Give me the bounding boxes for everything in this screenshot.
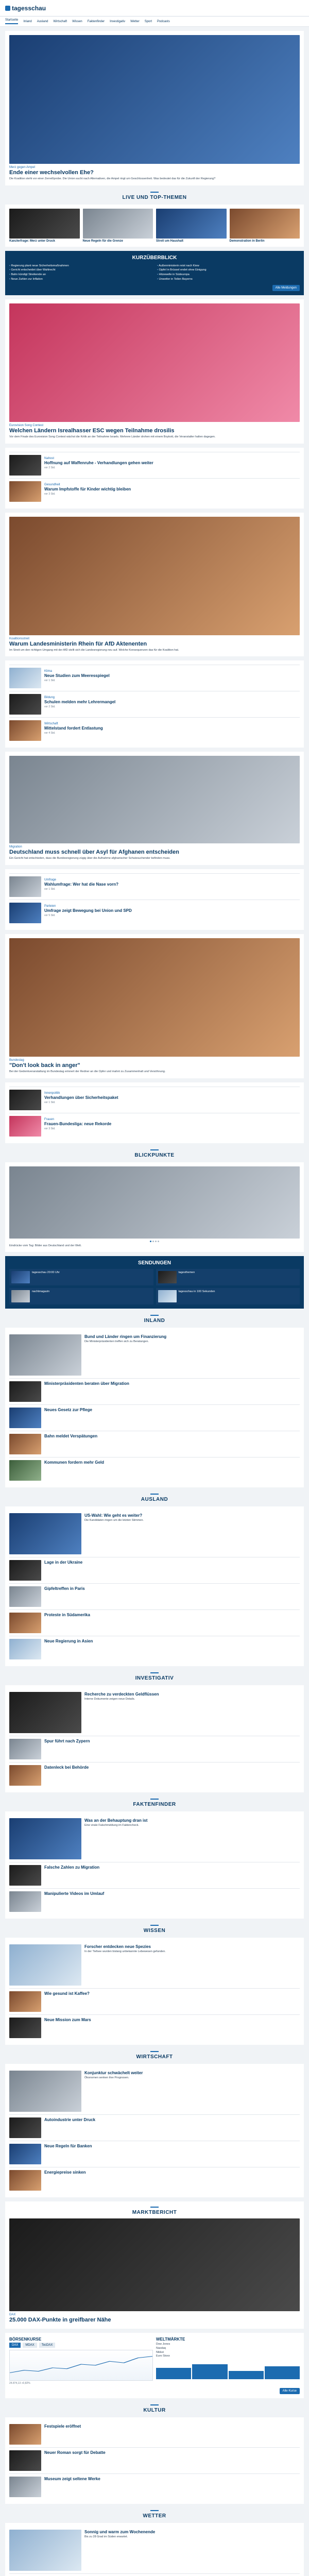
wirtschaft-section xyxy=(5,2064,304,2197)
list-item[interactable] xyxy=(9,1113,300,1139)
list-item-title: Wie gesund ist Kaffee? xyxy=(44,1991,90,1996)
list-item-image xyxy=(9,1090,41,1110)
investigativ-section xyxy=(5,1685,304,1792)
kurz-item[interactable]: • Hitzewelle in Südeuropa xyxy=(157,273,300,277)
live-section xyxy=(5,205,304,247)
list-item[interactable] xyxy=(9,1087,300,1113)
list-block-2 xyxy=(5,660,304,748)
list-item-title: Bahn meldet Verspätungen xyxy=(44,1434,98,1439)
list-block-3 xyxy=(5,869,304,930)
list-item-title: Ministerpräsidenten beraten über Migration xyxy=(44,1381,129,1386)
live-card-image xyxy=(9,209,80,239)
list-item[interactable] xyxy=(9,1888,300,1914)
list-item[interactable] xyxy=(9,900,300,926)
live-card-image xyxy=(156,209,227,239)
list-item-image xyxy=(9,1865,41,1886)
list-item[interactable] xyxy=(9,1431,300,1457)
list-item[interactable] xyxy=(9,1583,300,1609)
list-item[interactable] xyxy=(9,691,300,717)
kurz-right-list xyxy=(157,264,300,282)
wissen-lead[interactable] xyxy=(9,1942,300,1988)
boerse-tabs xyxy=(9,2343,153,2348)
list-item-title: Spur führt nach Zypern xyxy=(44,1739,90,1744)
logo-icon xyxy=(5,6,10,11)
feature-2-kicker: Koalitionsstreit xyxy=(9,637,30,640)
list-item-image xyxy=(9,1586,41,1607)
hero-title[interactable]: Ende einer wechselvollen Ehe? xyxy=(9,170,94,176)
wetter-lead-image xyxy=(9,2530,81,2571)
blickpunkte-caption: Eindrücke vom Tag: Bilder aus Deutschland und der Welt. xyxy=(9,1244,82,1247)
list-item[interactable] xyxy=(9,2573,300,2576)
list-block-4 xyxy=(5,1082,304,1143)
kurz-item[interactable]: • Unwetter in Teilen Bayerns xyxy=(157,277,300,282)
hero[interactable] xyxy=(5,31,304,185)
list-item-title: Neue Studien zum Meeresspiegel xyxy=(44,673,110,679)
kurz-item[interactable]: • Außenministerin reist nach Kiew xyxy=(157,264,300,268)
list-item[interactable] xyxy=(9,1457,300,1483)
nav-item[interactable]: Wissen xyxy=(72,20,82,23)
list-item-title: Verhandlungen über Sicherheitspaket xyxy=(44,1095,118,1100)
wissen-section xyxy=(5,1938,304,2045)
list-item-title: Falsche Zahlen zu Migration xyxy=(44,1865,100,1870)
sendungen xyxy=(5,1256,304,1309)
list-item[interactable] xyxy=(9,1404,300,1431)
list-item-title: Proteste in Südamerika xyxy=(44,1613,90,1618)
list-item[interactable] xyxy=(9,665,300,691)
marktbericht-title: MARKTBERICHT xyxy=(9,2207,300,2215)
blickpunkte-image[interactable] xyxy=(9,1166,300,1239)
list-item-meta: vor 1 Std. xyxy=(44,1100,56,1104)
esc-kicker: Eurovision Song Contest xyxy=(9,423,44,427)
nav-item[interactable]: Wirtschaft xyxy=(53,20,67,23)
list-item[interactable] xyxy=(9,2167,300,2193)
kurzueberblick xyxy=(5,251,304,295)
faktenfinder-title: FAKTENFINDER xyxy=(0,1799,309,1807)
list-item-image xyxy=(9,1381,41,1402)
list-item-title: Manipulierte Videos im Umlauf xyxy=(44,1891,105,1896)
list-item-image xyxy=(9,2450,41,2471)
tab-mdax[interactable]: MDAX xyxy=(23,2343,37,2348)
wirtschaft-lead-teaser: Ökonomen senken ihre Prognosen. xyxy=(84,2076,129,2080)
weltmaerkte-title: WELTMÄRKTE xyxy=(156,2337,185,2342)
list-item[interactable] xyxy=(9,452,300,478)
inland-lead-title: Bund und Länder ringen um Finanzierung xyxy=(84,1334,167,1340)
kurz-item[interactable]: • Gericht entscheidet über Wahlrecht xyxy=(9,268,152,273)
marktbericht-kicker: DAX xyxy=(9,2313,16,2317)
boerse-title: BÖRSENKURSE xyxy=(9,2337,42,2342)
list-item-image xyxy=(9,455,41,476)
wetter-lead[interactable] xyxy=(9,2527,300,2573)
live-card-title: Demonstration in Berlin xyxy=(229,239,265,243)
weltmarkt-item[interactable]: Nikkei xyxy=(156,2350,164,2354)
kurz-item[interactable]: • Neue Zahlen zur Inflation xyxy=(9,277,152,282)
index-change: +0,82% xyxy=(21,2382,30,2385)
nav-item[interactable]: Faktenfinder xyxy=(87,20,105,23)
list-item[interactable] xyxy=(9,1736,300,1762)
sendung-item[interactable] xyxy=(156,1288,300,1304)
list-item-kicker: Innenpolitik xyxy=(44,1091,60,1095)
investigativ-lead-title: Recherche zu verdeckten Geldflüssen xyxy=(84,1692,159,1697)
sendung-thumb xyxy=(158,1290,177,1302)
faktenfinder-lead-title: Was an der Behauptung dran ist xyxy=(84,1818,148,1823)
inland-lead[interactable] xyxy=(9,1332,300,1378)
wirtschaft-lead-title: Konjunktur schwächelt weiter xyxy=(84,2071,143,2076)
feature-4-image[interactable] xyxy=(9,938,300,1057)
ausland-section xyxy=(5,1506,304,1666)
all-quotes-button[interactable]: Alle Kurse xyxy=(280,2388,300,2394)
list-item-image xyxy=(9,876,41,897)
list-item-image xyxy=(9,668,41,688)
main-nav xyxy=(0,16,309,27)
blickpunkte-title: BLICKPUNKTE xyxy=(0,1149,309,1158)
wirtschaft-lead-image xyxy=(9,2071,81,2112)
list-item-image xyxy=(9,1639,41,1659)
list-item-kicker: Frauen xyxy=(44,1117,55,1121)
faktenfinder-section xyxy=(5,1811,304,1919)
wetter-lead-teaser: Bis zu 28 Grad im Süden erwartet. xyxy=(84,2535,128,2539)
all-news-button[interactable]: Alle Meldungen xyxy=(272,285,300,291)
list-item-meta: vor 3 Std. xyxy=(44,1127,56,1130)
list-item-meta: vor 1 Std. xyxy=(44,887,56,891)
live-card[interactable] xyxy=(230,209,300,243)
list-item-kicker: Wirtschaft xyxy=(44,722,58,726)
marktbericht-headline[interactable]: 25.000 DAX-Punkte in greifbarer Nähe xyxy=(9,2317,111,2324)
list-item-title: Hoffnung auf Waffenruhe - Verhandlungen gehen weiter xyxy=(44,460,153,465)
nav-item[interactable]: Inland xyxy=(23,20,32,23)
investigativ-title: INVESTIGATIV xyxy=(0,1672,309,1681)
list-item-kicker: Bildung xyxy=(44,696,55,700)
list-item-image xyxy=(9,903,41,923)
inland-title: INLAND xyxy=(0,1315,309,1324)
list-item-image xyxy=(9,1891,41,1912)
feature-2-teaser: Im Streit um den richtigen Umgang mit der AfD stellt sich die Landesregierung neu auf. Welche Konsequenzen das für die Koalition hat. xyxy=(9,648,179,652)
wetter-section xyxy=(5,2523,304,2576)
ausland-title: AUSLAND xyxy=(0,1494,309,1502)
list-item-image xyxy=(9,720,41,741)
list-item-image xyxy=(9,1460,41,1481)
ausland-lead[interactable] xyxy=(9,1511,300,1557)
list-item[interactable] xyxy=(9,1557,300,1583)
wissen-lead-image xyxy=(9,1944,81,1986)
investigativ-lead-image xyxy=(9,1692,81,1733)
index-value: 24.874,13 +0,82% xyxy=(9,2382,30,2385)
list-item-image xyxy=(9,1991,41,2012)
list-item-meta: vor 2 Std. xyxy=(44,705,56,709)
kurz-left-list xyxy=(9,264,152,282)
list-item-title: Datenleck bei Behörde xyxy=(44,1765,89,1770)
sendung-item[interactable] xyxy=(156,1269,300,1285)
list-item-title: Kommunen fordern mehr Geld xyxy=(44,1460,105,1465)
feature-3-title[interactable]: Deutschland muss schnell über Asyl für Afghanen entscheiden xyxy=(9,849,179,856)
list-item-image xyxy=(9,1434,41,1454)
list-item-kicker: Gesundheit xyxy=(44,483,60,486)
list-item[interactable] xyxy=(9,2014,300,2041)
live-card[interactable] xyxy=(83,209,153,243)
sendungen-title: SENDUNGEN xyxy=(138,1260,171,1266)
sendung-label: tagesschau in 100 Sekunden xyxy=(178,1290,215,1294)
list-item-title: Energiepreise sinken xyxy=(44,2170,86,2175)
esc-image[interactable] xyxy=(9,303,300,422)
list-item-image xyxy=(9,1613,41,1633)
investigativ-lead[interactable] xyxy=(9,1689,300,1736)
nav-item[interactable]: Ausland xyxy=(37,20,48,23)
list-item-image xyxy=(9,2477,41,2497)
live-card[interactable] xyxy=(156,209,227,243)
list-item[interactable] xyxy=(9,717,300,743)
tab-dax[interactable]: DAX xyxy=(9,2343,21,2348)
list-item[interactable] xyxy=(9,1762,300,1788)
list-item[interactable] xyxy=(9,2114,300,2141)
kultur-section xyxy=(5,2417,304,2504)
list-item-kicker: Nahost xyxy=(44,456,55,460)
wetter-title: WETTER xyxy=(0,2510,309,2519)
list-item-title: Autoindustrie unter Druck xyxy=(44,2117,96,2123)
list-item-title: Neues Gesetz zur Pflege xyxy=(44,1408,92,1413)
hero-teaser: Die Koalition steht vor einer Zerreißprobe. Die Union sucht nach Alternativen, die Ampel ringt um Geschlossenheit. Was bedeutet das für die Zukunft der Regierung? xyxy=(9,177,216,180)
list-item-image xyxy=(9,2144,41,2164)
list-item-kicker: Klima xyxy=(44,670,53,673)
sendung-label: tagesthemen xyxy=(178,1271,195,1275)
kurzueberblick-title: KURZÜBERBLICK xyxy=(132,255,177,261)
list-item-image xyxy=(9,2117,41,2138)
feature-2[interactable] xyxy=(5,513,304,657)
feature-3-image[interactable] xyxy=(9,756,300,843)
list-item-title: Umfrage zeigt Bewegung bei Union und SPD xyxy=(44,908,132,913)
hero-image[interactable] xyxy=(9,35,300,164)
feature-4-kicker: Bundestag xyxy=(9,1058,24,1062)
inland-lead-image xyxy=(9,1334,81,1376)
list-item-title: Museum zeigt seltene Werke xyxy=(44,2477,100,2482)
index-chart-svg xyxy=(10,2350,152,2380)
list-item[interactable] xyxy=(9,478,300,504)
list-item[interactable] xyxy=(9,2141,300,2167)
list-item-image xyxy=(9,2170,41,2191)
sendung-thumb xyxy=(11,1290,30,1302)
list-item[interactable] xyxy=(9,2473,300,2500)
weltmarkt-bars xyxy=(156,2361,300,2379)
list-item-title: Lage in der Ukraine xyxy=(44,1560,83,1565)
list-item-image xyxy=(9,1739,41,1759)
list-item[interactable] xyxy=(9,1862,300,1888)
list-item-image xyxy=(9,2424,41,2445)
wissen-title: WISSEN xyxy=(0,1925,309,1934)
list-item-image xyxy=(9,694,41,715)
sendung-label: tagesschau 20:00 Uhr xyxy=(32,1271,60,1275)
sendung-label: nachtmagazin xyxy=(32,1290,50,1294)
list-item-image xyxy=(9,1408,41,1428)
list-item[interactable] xyxy=(9,2447,300,2473)
live-card[interactable] xyxy=(9,209,80,243)
live-section-title: LIVE UND TOP-THEMEN xyxy=(0,192,309,200)
faktenfinder-lead-teaser: Eine virale Falschmeldung im Faktencheck. xyxy=(84,1824,140,1827)
feature-3-teaser: Ein Gericht hat entschieden, dass die Bundesregierung zügig über die Aufnahme afghanischer Schutzsuchender befinden muss. xyxy=(9,857,170,860)
nav-item[interactable]: Wetter xyxy=(130,20,140,23)
list-item[interactable] xyxy=(9,873,300,900)
list-item-image xyxy=(9,481,41,502)
ausland-lead-image xyxy=(9,1513,81,1554)
list-item[interactable] xyxy=(9,1636,300,1662)
boersenkurse xyxy=(5,2333,304,2398)
wissen-lead-title: Forscher entdecken neue Spezies xyxy=(84,1944,151,1950)
hero-kicker: Merz gegen Ampel xyxy=(9,166,36,169)
feature-3[interactable] xyxy=(5,752,304,865)
marktbericht-image[interactable] xyxy=(9,2218,300,2311)
list-item-title: Festspiele eröffnet xyxy=(44,2424,81,2429)
live-card-title: Kanzlerfrage: Merz unter Druck xyxy=(9,239,56,243)
list-item[interactable] xyxy=(9,1609,300,1636)
list-item-meta: vor 2 Std. xyxy=(44,466,56,469)
wetter-lead-title: Sonnig und warm zum Wochenende xyxy=(84,2530,156,2535)
list-item-title: Mittelstand fordert Entlastung xyxy=(44,726,103,731)
list-item-title: Neuer Roman sorgt für Debatte xyxy=(44,2450,106,2455)
logo[interactable]: tagesschau xyxy=(5,5,46,12)
list-item-kicker: Parteien xyxy=(44,904,56,908)
list-item-title: Gipfeltreffen in Paris xyxy=(44,1586,85,1591)
list-item[interactable] xyxy=(9,1988,300,2014)
weltmarkt-item[interactable]: Nasdaq xyxy=(156,2347,166,2350)
marktbericht[interactable] xyxy=(5,2201,304,2329)
live-card-image xyxy=(230,209,300,239)
esc-title[interactable]: Welchen Ländern Isrealhasser ESC wegen Teilnahme drosilis xyxy=(9,427,175,434)
list-item-image xyxy=(9,1116,41,1137)
live-card-image xyxy=(83,209,153,239)
list-item-meta: vor 3 Std. xyxy=(44,492,56,496)
sendung-item[interactable] xyxy=(9,1269,153,1285)
nav-item[interactable]: Sport xyxy=(144,20,152,23)
sendung-item[interactable] xyxy=(9,1288,153,1304)
feature-4-teaser: Bei der Gedenkveranstaltung im Bundestag erinnert der Redner an die Opfer und mahnt zu Zusammenhalt und Versöhnung. xyxy=(9,1070,166,1073)
nav-item[interactable]: Investigativ xyxy=(110,20,126,23)
esc-feature[interactable] xyxy=(5,299,304,444)
feature-4-title[interactable]: "Don't look back in anger" xyxy=(9,1062,80,1069)
list-item[interactable] xyxy=(9,1378,300,1404)
wirtschaft-lead[interactable] xyxy=(9,2068,300,2114)
faktenfinder-lead[interactable] xyxy=(9,1816,300,1862)
kurz-item[interactable]: • Bahn kündigt Streikende an xyxy=(9,273,152,277)
faktenfinder-lead-image xyxy=(9,1818,81,1859)
carousel-dots[interactable] xyxy=(9,1241,300,1242)
blickpunkte[interactable] xyxy=(5,1162,304,1252)
live-card-title: Neue Regeln für die Grenze xyxy=(82,239,123,243)
index-chart xyxy=(9,2350,153,2381)
ausland-lead-title: US-Wahl: Wie geht es weiter? xyxy=(84,1513,143,1518)
nav-item[interactable]: Startseite xyxy=(5,19,18,24)
list-item-image xyxy=(9,2018,41,2038)
kurz-item[interactable]: • Gipfel in Brüssel endet ohne Einigung xyxy=(157,268,300,273)
feature-3-kicker: Migration xyxy=(9,845,22,849)
wirtschaft-title: WIRTSCHAFT xyxy=(0,2051,309,2060)
kultur-title: KULTUR xyxy=(0,2404,309,2413)
list-item-kicker: Umfrage xyxy=(44,878,57,882)
list-item-title: Neue Regeln für Banken xyxy=(44,2144,92,2149)
esc-teaser: Vor dem Finale des Eurovision Song Contest wächst die Kritik an der Teilnahme Israels. Mehrere Länder drohen mit einem Boykott, die Veranstalter halten dagegen. xyxy=(9,435,216,438)
sendung-thumb xyxy=(158,1271,177,1283)
list-item[interactable] xyxy=(9,2421,300,2447)
feature-4[interactable] xyxy=(5,934,304,1078)
list-item-title: Neue Regierung in Asien xyxy=(44,1639,93,1644)
top-bar xyxy=(0,0,309,16)
sendung-thumb xyxy=(11,1271,30,1283)
weltmarkt-item[interactable]: Euro Stoxx xyxy=(156,2354,170,2358)
list-item-meta: vor 4 Std. xyxy=(44,732,56,735)
weltmarkt-item[interactable]: Dow Jones xyxy=(156,2343,170,2346)
wissen-lead-teaser: In der Tiefsee wurden bislang unbekannte Lebewesen gefunden. xyxy=(84,1950,166,1954)
list-item-meta: vor 5 Std. xyxy=(44,913,56,917)
list-item-title: Wahlumfrage: Wer hat die Nase vorn? xyxy=(44,882,119,887)
kurz-item[interactable]: • Regierung plant neue Sicherheitsmaßnahmen xyxy=(9,264,152,268)
list-item-title: Schulen melden mehr Lehrermangel xyxy=(44,700,116,705)
feature-2-image[interactable] xyxy=(9,517,300,635)
nav-item[interactable]: Podcasts xyxy=(157,20,170,23)
inland-lead-teaser: Die Ministerpräsidenten treffen sich zu Beratungen. xyxy=(84,1340,149,1344)
list-item-meta: vor 1 Std. xyxy=(44,679,56,683)
list-block-1 xyxy=(5,448,304,509)
list-item-image xyxy=(9,1560,41,1581)
list-item-title: Neue Mission zum Mars xyxy=(44,2018,91,2023)
index-chart-line xyxy=(10,2357,152,2373)
feature-2-title[interactable]: Warum Landesministerin Rhein für AfD Aktenenten xyxy=(9,640,147,647)
list-item-title: Warum Impfstoffe für Kinder wichtig bleiben xyxy=(44,486,131,492)
list-item-image xyxy=(9,1765,41,1786)
ausland-lead-teaser: Die Kandidaten ringen um die letzten Stimmen. xyxy=(84,1519,144,1522)
inland-section xyxy=(5,1328,304,1487)
investigativ-lead-teaser: Interne Dokumente zeigen neue Details. xyxy=(84,1698,135,1701)
list-item-title: Frauen-Bundesliga: neue Rekorde xyxy=(44,1121,112,1126)
live-card-title: Streit um Haushalt xyxy=(156,239,184,243)
tab-tecdax[interactable]: TecDAX xyxy=(39,2343,56,2348)
